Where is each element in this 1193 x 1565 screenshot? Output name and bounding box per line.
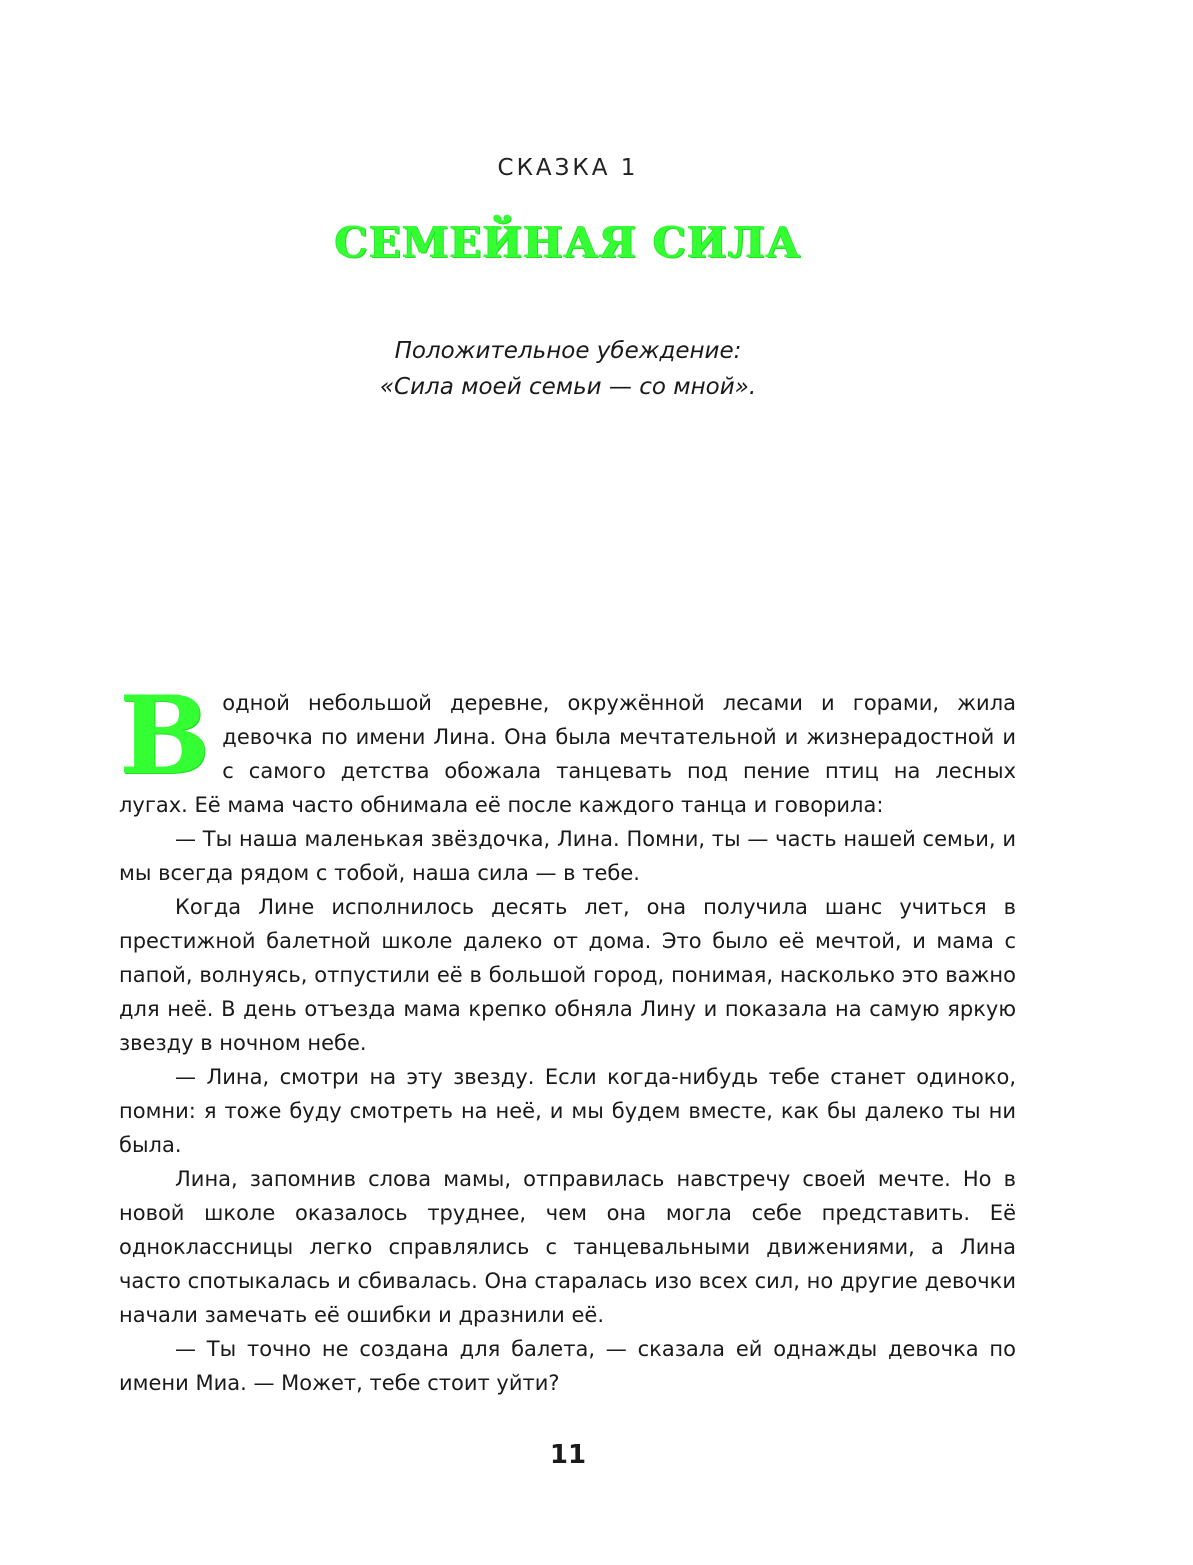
epigraph (0, 333, 1136, 405)
paragraph-1-text: одной небольшой деревне, окружённой лесами и горами, жила девочка по имени Лина. Она была мечтательной и жизнерадостной и с самого детства обожала танцевать под пение птиц на лесных лугах. Её мама часто обнимала её после каждого танца и говорила: (119, 691, 1016, 817)
paragraph-4: — Лина, смотри на эту звезду. Если когда-нибудь тебе станет одиноко, помни: я тоже буду смотреть на неё, и мы будем вместе, как бы далеко ты ни была. (119, 1065, 1016, 1157)
chapter-label: СКАЗКА 1 (497, 155, 639, 181)
paragraph-1 (119, 673, 1016, 822)
paragraph-3: Когда Лине исполнилось десять лет, она получила шанс учиться в престижной балетной школе далеко от дома. Это было её мечтой, и мама с папой, волнуясь, отпустили её в большой город, понимая, насколько это важно для неё. В день отъезда мама крепко обняла Лину и показала на самую яркую звезду в ночном небе. (119, 895, 1016, 1055)
chapter-title: СЕМЕЙНАЯ СИЛА (334, 218, 802, 267)
drop-cap: В (119, 673, 211, 799)
paragraph-5: Лина, запомнив слова мамы, отправилась навстречу своей мечте. Но в новой школе оказалось труднее, чем она могла себе представить. Её одноклассницы легко справлялись с танцевальными движениями, а Лина часто спотыкалась и сбивалась. Она старалась изо всех сил, но другие девочки начали замечать её ошибки и дразнили её. (119, 1167, 1016, 1327)
epigraph-line-2: «Сила моей семьи — со мной». (379, 374, 757, 400)
page-number: 11 (549, 1440, 587, 1470)
epigraph-line-1: Положительное убеждение: (394, 338, 742, 364)
paragraph-2: — Ты наша маленькая звёздочка, Лина. Помни, ты — часть нашей семьи, и мы всегда рядом с тобой, наша сила — в тебе. (119, 827, 1016, 885)
paragraph-6: — Ты точно не создана для балета, — сказала ей однажды девочка по имени Миа. — Может, тебе стоит уйти? (119, 1337, 1016, 1395)
story-body (119, 673, 1016, 1400)
